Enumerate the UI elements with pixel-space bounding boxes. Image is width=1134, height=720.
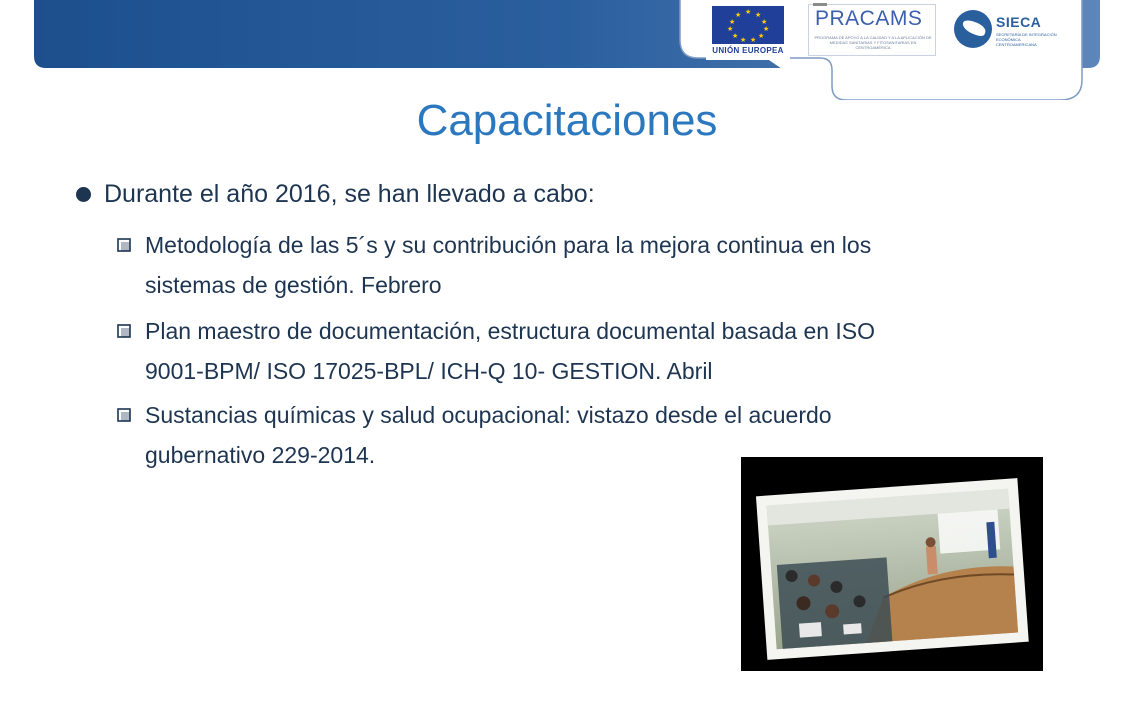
slide-title: Capacitaciones — [416, 96, 718, 145]
training-photo-image — [741, 457, 1043, 671]
eu-logo-label: UNIÓN EUROPEA — [712, 46, 784, 55]
training-photo — [741, 457, 1043, 671]
bullet-dot-icon — [76, 187, 91, 202]
checkbox-bullet-icon — [117, 238, 131, 252]
sub-bullet-line: Metodología de las 5´s y su contribución para la mejora continua en los — [145, 232, 872, 258]
eu-flag-icon: ★ ★ ★ ★ ★ ★ ★ ★ ★ ★ ★ — [712, 6, 784, 44]
sieca-logo-label: SIECA — [996, 14, 1042, 30]
globe-icon — [954, 10, 992, 48]
sieca-logo-subtitle: SECRETARÍA DE INTEGRACIÓN ECONÓMICA CENTROAMERICANA — [996, 32, 1057, 47]
eu-logo — [706, 4, 790, 60]
main-bullet-text: Durante el año 2016, se han llevado a cabo: — [104, 180, 595, 208]
pracams-logo-label: PRACAMS — [815, 7, 923, 30]
sub-bullet-line: Sustancias químicas y salud ocupacional: vistazo desde el acuerdo — [145, 402, 832, 428]
sieca-logo — [952, 8, 1062, 50]
sub-bullet-text — [145, 311, 1075, 391]
sub-bullet-line: gubernativo 229-2014. — [145, 442, 376, 468]
sub-bullet-line: 9001-BPM/ ISO 17025-BPL/ ICH-Q 10- GESTION. Abril — [145, 358, 713, 384]
sub-bullet-line: sistemas de gestión. Febrero — [145, 272, 442, 298]
checkbox-bullet-icon — [117, 324, 131, 338]
pracams-logo — [808, 4, 936, 56]
sub-bullet-text — [145, 225, 1075, 305]
pracams-logo-subtitle: PROGRAMA DE APOYO A LA CALIDAD Y A LA APLICACIÓN DE MEDIDAS SANITARIAS Y FITOSANITARIAS EN CENTROAMÉRICA — [814, 35, 932, 50]
checkbox-bullet-icon — [117, 408, 131, 422]
sub-bullet-line: Plan maestro de documentación, estructura documental basada en ISO — [145, 318, 876, 344]
